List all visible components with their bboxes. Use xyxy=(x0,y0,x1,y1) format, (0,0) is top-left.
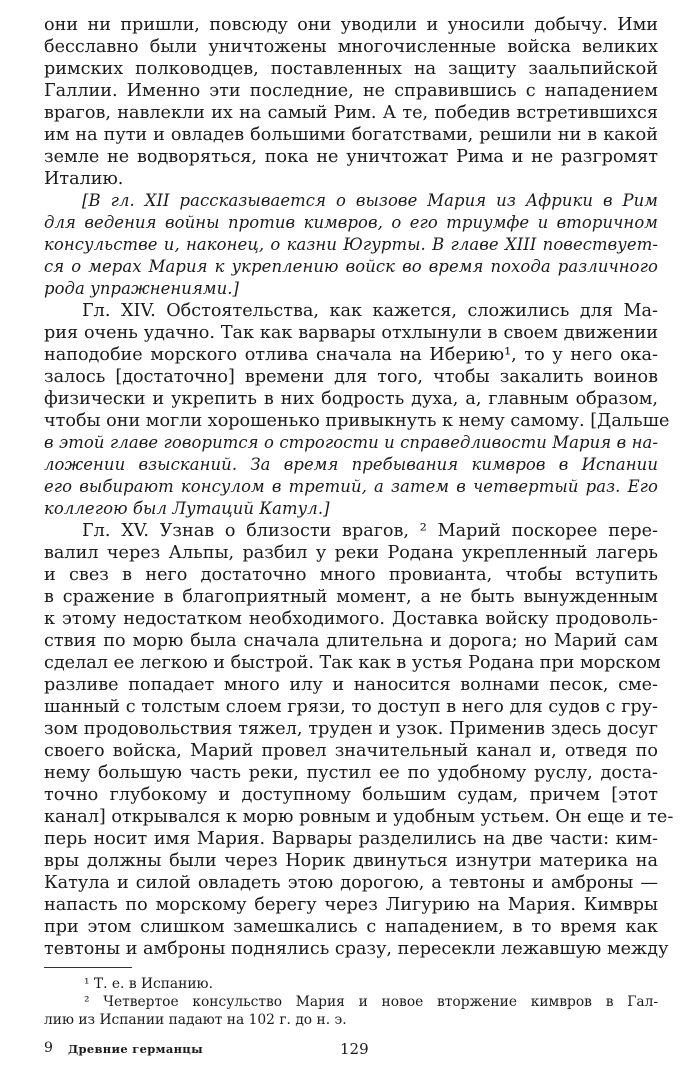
text-line: врагов, навлекли их на самый Рим. А те, победив встретившихся xyxy=(44,103,658,123)
footnote-line: ² Четвертое консульство Мария и новое вторжение кимвров в Гал- xyxy=(84,994,658,1010)
text-line: земле не водворяться, пока не уничтожат Рима и не разгромят xyxy=(44,147,658,167)
footnotes xyxy=(44,975,658,1029)
text-line: в этой главе говорится о строгости и справедливости Мария в на- xyxy=(44,433,658,452)
text-line: зом продовольствия тяжел, труден и узок. Применив здесь досуг xyxy=(44,719,658,739)
text-line: шанный с толстым слоем грязи, то доступ в него для судов с гру- xyxy=(44,697,658,717)
text-line: канал] открывался к морю ровным и удобным устьем. Он еще и те- xyxy=(44,807,674,827)
page-number: 129 xyxy=(340,1040,369,1058)
text-line: сделал ее легкою и быстрой. Так как в устья Родана при морском xyxy=(44,653,661,673)
text-line: напасть по морскому берегу через Лигурию на Мария. Кимвры xyxy=(44,895,658,915)
text-line: нему большую часть реки, пустил ее по удобному руслу, доста- xyxy=(44,763,658,783)
text-line: залось [достаточно] времени для того, чтобы закалить воинов xyxy=(44,367,658,387)
text-line: валил через Альпы, разбил у реки Родана укрепленный лагерь xyxy=(44,543,658,563)
text-line: бесславно были уничтожены многочисленные войска великих xyxy=(44,37,658,57)
text-line: Италию. xyxy=(44,169,124,189)
page-footer xyxy=(44,1040,658,1062)
text-line: своего войска, Марий провел значительный канал и, отведя по xyxy=(44,741,658,761)
text-line: ствия по морю была сначала длительна и дорога; но Марий сам xyxy=(44,631,658,651)
text-line: физически и укрепить в них бодрость духа, а, главным образом, xyxy=(44,389,658,409)
text-line: чтобы они могли хорошенько привыкнуть к нему самому. [Дальше xyxy=(44,411,670,431)
text-line: разливе попадает много илу и наносится волнами песок, сме- xyxy=(44,675,658,695)
footnote-rule xyxy=(44,967,132,968)
text-line: в сражение в благоприятный момент, а не быть вынужденным xyxy=(44,587,658,607)
signature-title: Древние германцы xyxy=(68,1042,203,1056)
text-line: перь носит имя Мария. Варвары разделились на две части: ким- xyxy=(44,829,658,849)
text-line: они ни пришли, повсюду они уводили и уносили добычу. Ими xyxy=(44,15,658,35)
text-line: к этому недостатком необходимого. Доставка войску продоволь- xyxy=(44,609,658,629)
text-line: им на пути и овладев большими богатствами, решили ни в какой xyxy=(44,125,658,145)
signature-number: 9 xyxy=(44,1040,53,1056)
text-line: консульстве и, наконец, о казни Югурты. В главе XIII повествует- xyxy=(44,235,658,254)
text-line: тевтоны и амброны поднялись сразу, пересекли лежавшую между xyxy=(44,939,669,959)
text-line: Галлии. Именно эти последние, не справившись с нападением xyxy=(44,81,658,101)
text-line: точно глубокому и доступному большим судам, причем [этот xyxy=(44,785,658,805)
text-line: рия очень удачно. Так как варвары отхлынули в своем движении xyxy=(44,323,658,343)
text-line: для ведения войны против кимвров, о его триумфе и вторичном xyxy=(44,213,658,232)
text-line: рода упражнениями.] xyxy=(44,279,240,298)
text-line: римских полководцев, поставленных на защиту заальпийской xyxy=(44,59,658,79)
text-line: вры должны были через Норик двинуться изнутри материка на xyxy=(44,851,658,871)
text-line: Гл. XIV. Обстоятельства, как кажется, сложились для Ма- xyxy=(82,301,658,321)
text-line: [В гл. XII рассказывается о вызове Мария из Африки в Рим xyxy=(82,191,658,210)
text-line: ложении взысканий. За время пребывания кимвров в Испании xyxy=(44,455,658,474)
main-text xyxy=(44,14,674,960)
text-line: при этом слишком замешкались с нападением, в то время как xyxy=(44,917,658,937)
text-line: Гл. XV. Узнав о близости врагов, ² Марий поскорее пере- xyxy=(82,521,658,541)
footnote-line: ¹ Т. е. в Испанию. xyxy=(84,976,213,992)
text-line: его выбирают консулом в третий, а затем в четвертый раз. Его xyxy=(44,477,658,496)
footnote-line: лию из Испании падают на 102 г. до н. э. xyxy=(44,1012,347,1028)
text-line: наподобие морского отлива сначала на Иберию¹, то у него ока- xyxy=(44,345,658,365)
text-line: Катула и силой овладеть этою дорогою, а тевтоны и амброны — xyxy=(44,873,658,893)
text-line: коллегою был Лутаций Катул.] xyxy=(44,499,330,518)
text-line: и свез в него достаточно много провианта, чтобы вступить xyxy=(44,565,658,585)
text-line: ся о мерах Мария к укреплению войск во время похода различного xyxy=(44,257,658,276)
